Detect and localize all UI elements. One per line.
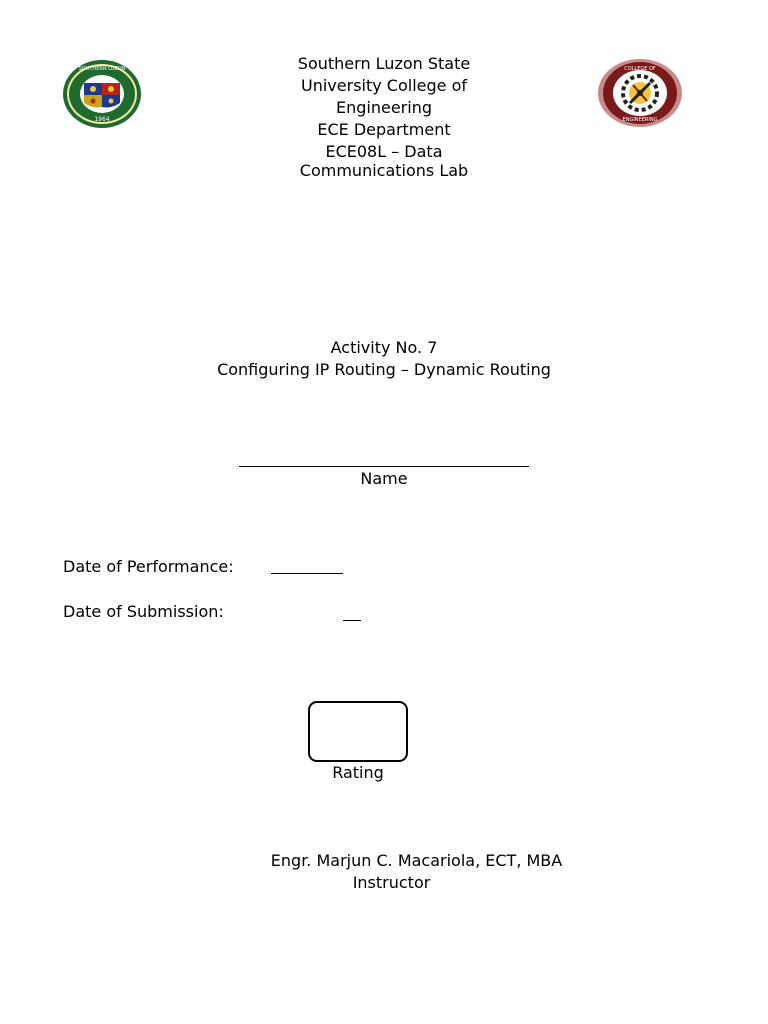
rating-label: Rating: [332, 763, 384, 782]
name-underline: [239, 466, 529, 467]
activity-number: Activity No. 7: [330, 338, 438, 357]
institution-header: [234, 53, 534, 182]
instructor-title: Instructor: [352, 873, 431, 892]
rating-box: [308, 701, 408, 762]
svg-text:1964: 1964: [94, 116, 110, 123]
name-label: Name: [360, 469, 408, 488]
header-line: University College of: [301, 76, 467, 95]
header-line: Engineering: [336, 98, 432, 117]
header-line: Communications Lab: [299, 161, 469, 180]
svg-text:ENGINEERING: ENGINEERING: [622, 117, 658, 123]
college-of-engineering-logo: [597, 58, 683, 128]
svg-text:COLLEGE OF: COLLEGE OF: [624, 66, 656, 72]
instructor-name: Engr. Marjun C. Macariola, ECT, MBA: [270, 851, 563, 870]
activity-section: [150, 337, 618, 381]
date-of-submission-label: Date of Submission:: [63, 602, 224, 621]
slsu-seal-icon: [62, 59, 142, 129]
date-of-submission-blank: [343, 620, 361, 621]
date-of-performance-label: Date of Performance:: [63, 557, 234, 576]
header-line: ECE Department: [317, 120, 451, 139]
engineering-seal-icon: [597, 58, 683, 128]
slsu-logo: [62, 59, 142, 129]
header-line: Southern Luzon State: [297, 54, 471, 73]
activity-title: Configuring IP Routing – Dynamic Routing: [217, 360, 551, 379]
date-of-performance-blank: [271, 573, 343, 574]
header-line: ECE08L – Data: [325, 142, 443, 161]
svg-text:SOUTHERN LUZON: SOUTHERN LUZON: [78, 66, 126, 72]
